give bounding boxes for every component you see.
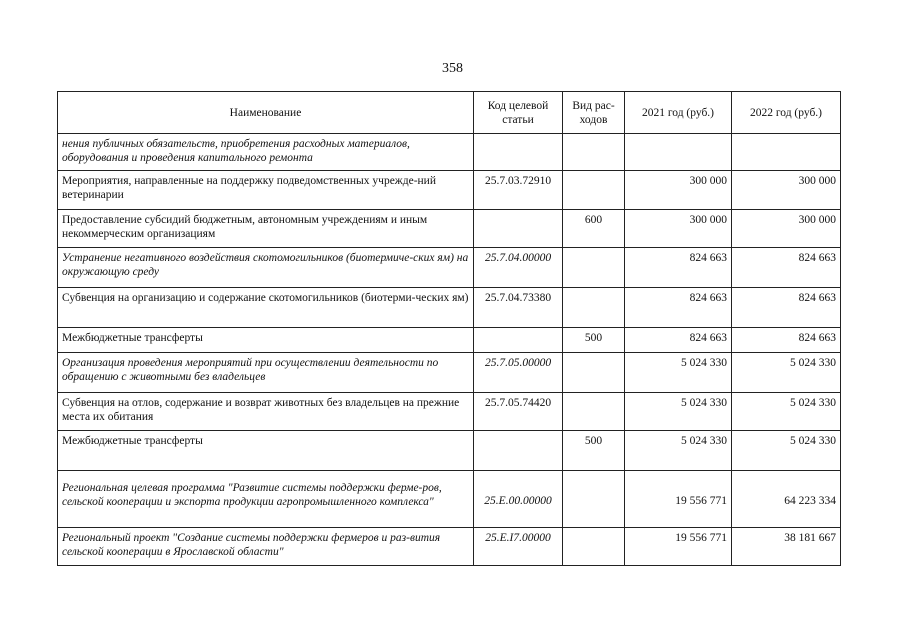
row-code: 25.7.05.00000 xyxy=(474,353,563,393)
row-kind xyxy=(563,393,625,431)
row-2021: 824 663 xyxy=(625,288,732,328)
row-kind xyxy=(563,171,625,210)
row-2021: 5 024 330 xyxy=(625,431,732,471)
header-kind: Вид рас-ходов xyxy=(563,92,625,134)
row-kind xyxy=(563,528,625,566)
row-name: Межбюджетные трансферты xyxy=(58,431,474,471)
row-code: 25.Е.I7.00000 xyxy=(474,528,563,566)
row-code xyxy=(474,210,563,248)
table-row xyxy=(58,393,841,431)
table-header-row xyxy=(58,92,841,134)
row-kind: 500 xyxy=(563,328,625,353)
row-2022: 5 024 330 xyxy=(732,353,841,393)
header-name: Наименование xyxy=(58,92,474,134)
row-name: Субвенция на организацию и содержание скотомогильников (биотерми-ческих ям) xyxy=(58,288,474,328)
row-2022: 300 000 xyxy=(732,171,841,210)
table-row xyxy=(58,248,841,288)
row-name: Организация проведения мероприятий при осуществлении деятельности по обращению с животными без владельцев xyxy=(58,353,474,393)
row-kind xyxy=(563,134,625,171)
row-2021: 19 556 771 xyxy=(625,471,732,528)
row-code: 25.7.05.74420 xyxy=(474,393,563,431)
table-row xyxy=(58,528,841,566)
table-row xyxy=(58,210,841,248)
row-2021: 300 000 xyxy=(625,171,732,210)
row-code xyxy=(474,134,563,171)
row-code: 25.7.04.00000 xyxy=(474,248,563,288)
row-2022: 824 663 xyxy=(732,288,841,328)
page-number: 358 xyxy=(442,61,463,76)
table-row xyxy=(58,431,841,471)
row-name: Региональная целевая программа "Развитие системы поддержки ферме-ров, сельской кооперации и экспорта продукции агропромышленного комплекса" xyxy=(58,471,474,528)
header-2022: 2022 год (руб.) xyxy=(732,92,841,134)
table-row xyxy=(58,171,841,210)
row-2021: 824 663 xyxy=(625,328,732,353)
table-row xyxy=(58,288,841,328)
row-2021: 300 000 xyxy=(625,210,732,248)
row-kind xyxy=(563,288,625,328)
row-2022: 824 663 xyxy=(732,328,841,353)
row-kind xyxy=(563,471,625,528)
row-code: 25.Е.00.00000 xyxy=(474,471,563,528)
table-row xyxy=(58,471,841,528)
row-name: Межбюджетные трансферты xyxy=(58,328,474,353)
row-2022: 5 024 330 xyxy=(732,431,841,471)
row-kind xyxy=(563,248,625,288)
row-2021: 5 024 330 xyxy=(625,393,732,431)
row-2022: 5 024 330 xyxy=(732,393,841,431)
row-code xyxy=(474,328,563,353)
row-name: нения публичных обязательств, приобретения расходных материалов, оборудования и проведения капитального ремонта xyxy=(58,134,474,171)
row-2021: 19 556 771 xyxy=(625,528,732,566)
row-name: Предоставление субсидий бюджетным, автономным учреждениям и иным некоммерческим организациям xyxy=(58,210,474,248)
header-2021: 2021 год (руб.) xyxy=(625,92,732,134)
row-code: 25.7.03.72910 xyxy=(474,171,563,210)
row-2022 xyxy=(732,134,841,171)
row-kind: 500 xyxy=(563,431,625,471)
row-name: Устранение негативного воздействия скотомогильников (биотермиче-ских ям) на окружающую среду xyxy=(58,248,474,288)
budget-table xyxy=(57,91,841,566)
table-row xyxy=(58,134,841,171)
row-2021: 824 663 xyxy=(625,248,732,288)
row-2022: 38 181 667 xyxy=(732,528,841,566)
row-name: Региональный проект "Создание системы поддержки фермеров и раз-вития сельской кооперации в Ярославской области" xyxy=(58,528,474,566)
row-2022: 300 000 xyxy=(732,210,841,248)
row-name: Мероприятия, направленные на поддержку подведомственных учрежде-ний ветеринарии xyxy=(58,171,474,210)
row-2022: 64 223 334 xyxy=(732,471,841,528)
row-code xyxy=(474,431,563,471)
table-row xyxy=(58,353,841,393)
row-kind xyxy=(563,353,625,393)
row-code: 25.7.04.73380 xyxy=(474,288,563,328)
row-2021: 5 024 330 xyxy=(625,353,732,393)
row-2021 xyxy=(625,134,732,171)
row-2022: 824 663 xyxy=(732,248,841,288)
row-name: Субвенция на отлов, содержание и возврат животных без владельцев на прежние места их обитания xyxy=(58,393,474,431)
table-row xyxy=(58,328,841,353)
header-code: Код целевой статьи xyxy=(474,92,563,134)
row-kind: 600 xyxy=(563,210,625,248)
